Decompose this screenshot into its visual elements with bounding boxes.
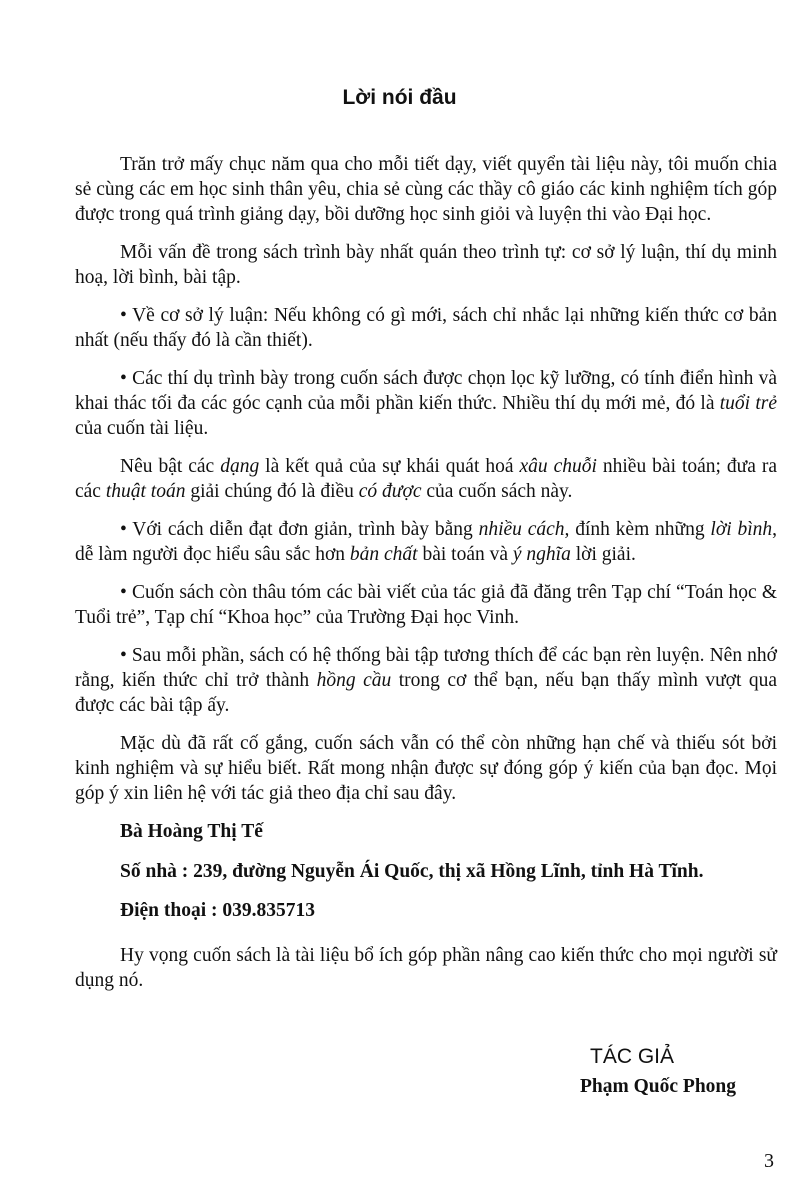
page-number: 3	[764, 1150, 774, 1172]
text-run: giải chúng đó là điều	[185, 481, 359, 502]
page-title: Lời nói đầu	[342, 86, 457, 109]
emphasis-text: xâu chuỗi	[519, 456, 597, 477]
text-run: Mỗi vấn đề trong sách trình bày nhất quán theo trình tự: cơ sở lý luận, thí dụ minh hoạ, lời bình, bài tập.	[75, 242, 777, 288]
contact-phone: Điện thoại : 039.835713	[120, 900, 315, 921]
emphasis-text: ý nghĩa	[512, 544, 571, 565]
contact-block	[75, 819, 777, 925]
text-run: • Về cơ sở lý luận: Nếu không có gì mới, sách chỉ nhắc lại những kiến thức cơ bản nhất (nếu thấy đó là cần thiết).	[75, 305, 777, 351]
text-run: lời giải.	[570, 544, 636, 565]
paragraph	[75, 366, 777, 441]
paragraph	[75, 152, 777, 227]
text-run: bài toán và	[417, 544, 513, 565]
text-run: Nêu bật các	[120, 456, 221, 477]
emphasis-text: tuổi trẻ	[719, 393, 777, 414]
text-run: đính kèm những	[569, 519, 711, 540]
emphasis-text: bản chất	[349, 544, 418, 565]
text-run: , dễ làm người đọc hiểu sâu sắc hơn	[75, 519, 778, 565]
emphasis-text: thuật toán	[105, 481, 186, 502]
text-run: • Sau mỗi phần, sách có hệ thống bài tập tương thích để các bạn rèn luyện. Nên nhớ rằng, kiến thức chỉ trở thành	[75, 645, 777, 691]
paragraph	[75, 731, 777, 806]
contact-address: Số nhà : 239, đường Nguyễn Ái Quốc, thị xã Hồng Lĩnh, tỉnh Hà Tĩnh.	[120, 860, 704, 882]
text-run: trong cơ thể bạn, nếu bạn thấy mình vượt qua được các bài tập ấy.	[75, 670, 778, 716]
emphasis-text: lời bình	[710, 519, 773, 540]
emphasis-text: có được	[358, 481, 422, 502]
text-run: là kết quả của sự khái quát hoá	[259, 456, 520, 477]
paragraph	[75, 454, 777, 504]
text-run: • Các thí dụ trình bày trong cuốn sách được chọn lọc kỹ lưỡng, có tính điển hình và khai thác tối đa các góc cạnh của mỗi phần kiến thức. Nhiều thí dụ mới mẻ, đó là	[75, 368, 777, 414]
emphasis-text: hồng cầu	[316, 670, 392, 691]
text-run: • Cuốn sách còn thâu tóm các bài viết của tác giả đã đăng trên Tạp chí “Toán học & Tuổi trẻ”, Tạp chí “Khoa học” của Trường Đại học Vinh.	[75, 582, 777, 628]
emphasis-text: nhiều cách,	[478, 519, 570, 540]
text-run: Trăn trở mấy chục năm qua cho mỗi tiết dạy, viết quyển tài liệu này, tôi muốn chia sẻ cùng các em học sinh thân yêu, chia sẻ cùng các thầy cô giáo các kinh nghiệm tích góp được trong quá trình giảng dạy, bồi dưỡng học sinh giỏi và luyện thi vào Đại học.	[75, 154, 777, 225]
contact-name: Bà Hoàng Thị Tế	[120, 821, 263, 842]
text-run: Mặc dù đã rất cố gắng, cuốn sách vẫn có thể còn những hạn chế và thiếu sót bởi kinh nghiệm và sự hiểu biết. Rất mong nhận được sự đóng góp ý kiến của bạn đọc. Mọi góp ý xin liên hệ với tác giả theo địa chỉ sau đây.	[75, 733, 777, 804]
text-run: của cuốn sách này.	[421, 481, 573, 502]
paragraph	[75, 580, 777, 630]
text-run: của cuốn tài liệu.	[75, 418, 209, 439]
preface-body	[75, 152, 777, 1006]
signature-role: TÁC GIẢ	[590, 1045, 675, 1068]
emphasis-text: dạng	[220, 456, 260, 477]
closing-paragraph: Hy vọng cuốn sách là tài liệu bổ ích góp phần nâng cao kiến thức cho mọi người sử dụng nó.	[75, 944, 777, 991]
signature-name: Phạm Quốc Phong	[580, 1076, 737, 1097]
paragraph	[75, 517, 777, 567]
text-run: nhiều bài toán; đưa ra các	[75, 456, 777, 502]
paragraph	[75, 303, 777, 353]
paragraph	[75, 240, 777, 290]
text-run: • Với cách diễn đạt đơn giản, trình bày bằng	[120, 519, 479, 540]
paragraph	[75, 643, 777, 718]
paragraph-list	[75, 152, 777, 806]
